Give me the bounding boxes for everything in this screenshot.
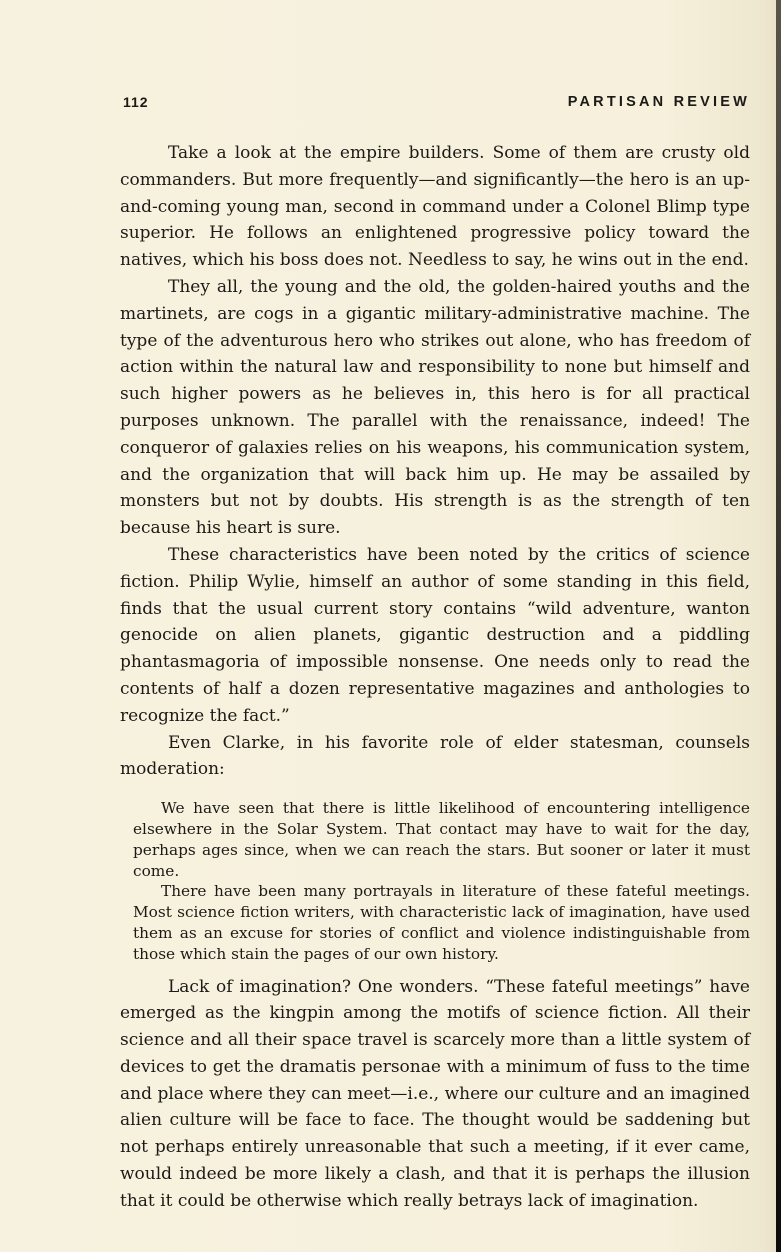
paragraph-lack-of-imagination: Lack of imagination? One wonders. “These fateful meetings” have emerged as the kingpin among the motifs of science fiction. All their science and all their space travel is scarcely more than a little system of devices to get the dramatis personae with a minimum of fuss to the time and place where they can meet—i.e., where our culture and an imagined alien culture will be face to face. The thought would be saddening but not perhaps entirely unreasonable that such a meeting, if it ever came, would indeed be more likely a clash, and that it is perhaps the illusion that it could be otherwise which really betrays lack of imagination. bbox=[120, 976, 750, 1211]
paragraph-critics: These characteristics have been noted by the critics of science fiction. Philip Wylie, himself an author of some standing in this field, finds that the usual current story contains “wild adventure, wanton genocide on alien planets, gigantic destruction and a piddling phantasmagoria of impossible nonsense. One needs only to read the contents of half a dozen representative magazines and anthologies to recognize the fact.” bbox=[120, 544, 750, 726]
block-quote-paragraph-1: We have seen that there is little likelihood of encountering intelligence elsewhere in the Solar System. That contact may have to wait for the day, perhaps ages since, when we can reach the stars. But sooner or later it must come. bbox=[133, 799, 750, 880]
paragraph-clarke-intro: Even Clarke, in his favorite role of elder statesman, counsels moderation: bbox=[120, 732, 750, 780]
page-edge-shadow bbox=[776, 0, 781, 1252]
paragraph-military-machine: They all, the young and the old, the golden-haired youths and the martinets, are cogs in a gigantic military-administrative machine. The type of the adventurous hero who strikes out alone, who has freedom of action within the natural law and responsibility to none but himself and such higher powers as he believes in, this hero is for all practical purposes unknown. The parallel with the renaissance, indeed! The conqueror of galaxies relies on his weapons, his communication system, and the organization that will back him up. He may be assailed by monsters but not by doubts. His strength is as the strength of ten because his heart is sure. bbox=[120, 276, 750, 539]
body-text bbox=[120, 140, 750, 1215]
paragraph-empire-builders: Take a look at the empire builders. Some of them are crusty old commanders. But more frequently—and significantly—the hero is an up-and-coming young man, second in command under a Colonel Blimp type superior. He follows an enlightened progressive policy toward the natives, which his boss does not. Needless to say, he wins out in the end. bbox=[120, 143, 750, 271]
running-head: PARTISAN REVIEW bbox=[567, 94, 750, 110]
page-header bbox=[123, 94, 750, 114]
block-quote-paragraph-2: There have been many portrayals in literature of these fateful meetings. Most science fiction writers, with characteristic lack of imagination, have used them as an excuse for stories of conflict and violence indistinguishable from those which stain the pages of our own history. bbox=[133, 882, 750, 963]
page-number: 112 bbox=[123, 94, 149, 110]
